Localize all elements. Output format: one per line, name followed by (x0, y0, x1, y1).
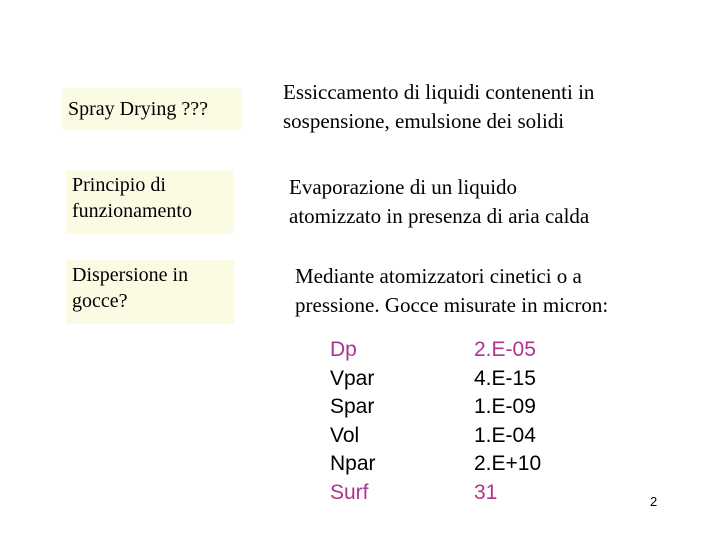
table-value-dp: 2.E-05 (474, 338, 536, 361)
table-value-vol: 1.E-04 (474, 423, 536, 447)
label-spray-drying-text: Spray Drying ??? (68, 98, 208, 120)
desc-spray-drying-line-2: sospensione, emulsione dei solidi (283, 109, 565, 133)
desc-spray-drying (283, 78, 594, 136)
droplet-table-values (474, 336, 541, 508)
droplet-table-names (330, 336, 376, 508)
desc-dispersione (295, 262, 608, 320)
table-name-dp: Dp (330, 338, 357, 361)
label-dispersione-line-1: Dispersione in (72, 264, 189, 286)
desc-principio (289, 173, 589, 231)
table-name-vol: Vol (330, 423, 360, 447)
label-principio-line-1: Principio di (72, 174, 166, 196)
table-value-surf: 31 (474, 480, 498, 504)
desc-spray-drying-line-1: Essiccamento di liquidi contenenti in (283, 80, 595, 104)
label-principio-line-2: funzionamento (72, 200, 192, 222)
table-value-vpar: 4.E-15 (474, 366, 536, 390)
table-name-spar: Spar (330, 395, 375, 419)
table-name-surf: Surf (330, 480, 369, 504)
label-principio (66, 170, 234, 234)
desc-dispersione-line-1: Mediante atomizzatori cinetici o a (295, 264, 582, 288)
label-dispersione (66, 260, 234, 324)
label-dispersione-line-2: gocce? (72, 290, 128, 312)
desc-principio-line-1: Evaporazione di un liquido (289, 175, 518, 199)
table-name-vpar: Vpar (330, 366, 375, 390)
table-name-npar: Npar (330, 452, 376, 476)
desc-dispersione-line-2: pressione. Gocce misurate in micron: (295, 293, 609, 317)
table-value-spar: 1.E-09 (474, 395, 536, 419)
desc-principio-line-2: atomizzato in presenza di aria calda (289, 204, 590, 228)
table-value-npar: 2.E+10 (474, 452, 542, 476)
page-number: 2 (650, 494, 658, 509)
label-spray-drying (62, 88, 242, 130)
